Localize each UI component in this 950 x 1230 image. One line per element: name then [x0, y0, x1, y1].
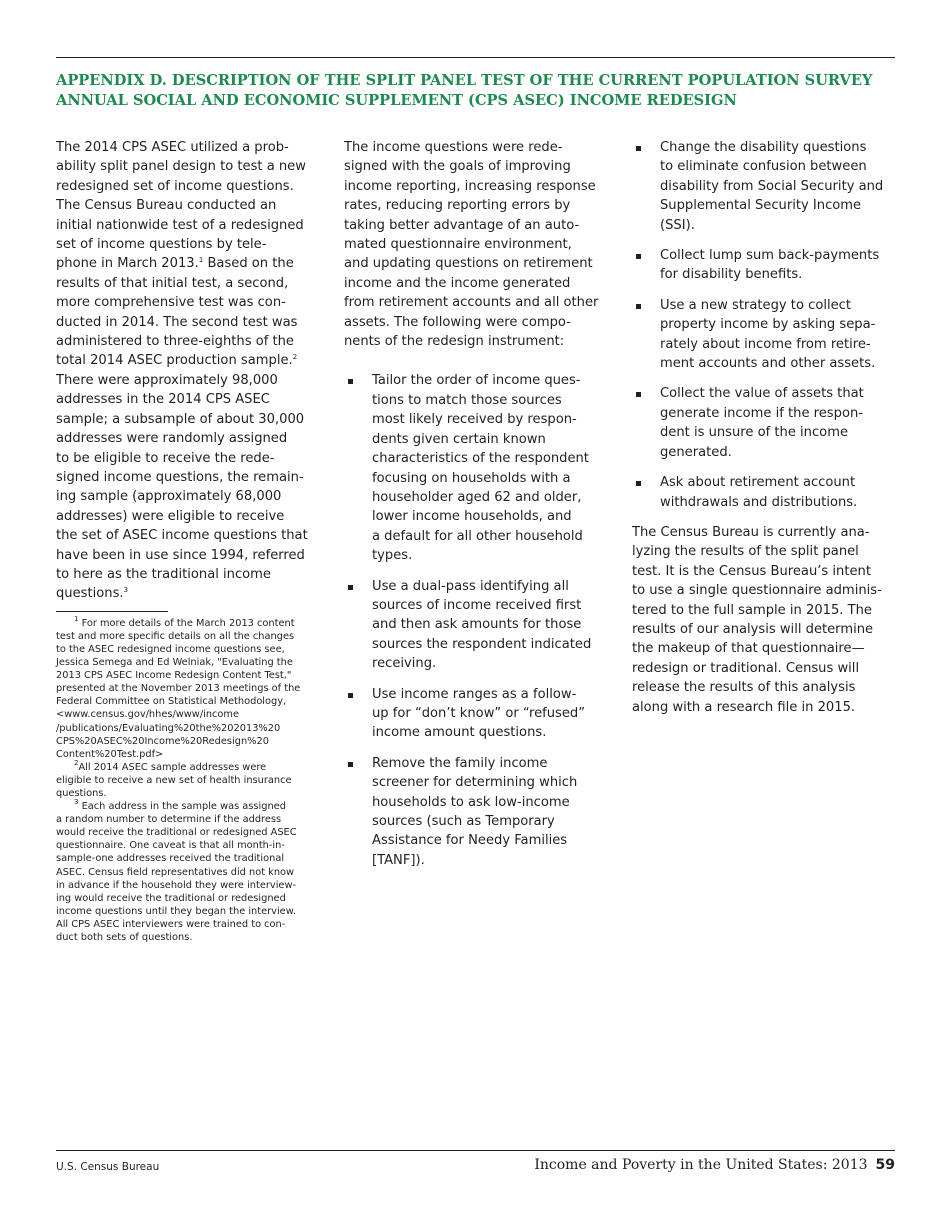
- text-line: screener for determining which: [372, 775, 578, 791]
- text-line: release the results of this analysis: [632, 680, 856, 696]
- text-line: disability from Social Security and: [660, 178, 884, 194]
- text-line: receiving.: [372, 656, 437, 672]
- text-line: dents given certain known: [372, 431, 546, 447]
- text-line: households to ask low-income: [372, 794, 570, 810]
- text-line: [56, 584, 318, 603]
- text-segment: All 2014 ASEC sample addresses were: [78, 761, 267, 773]
- text-line: addresses) were eligible to receive: [56, 508, 285, 524]
- text-line: rately about income from retire-: [660, 336, 871, 352]
- text-line: to eliminate confusion between: [660, 159, 867, 175]
- footnote-line: duct both sets of questions.: [56, 932, 193, 943]
- footnote-line: would receive the traditional or redesigned ASEC: [56, 827, 297, 839]
- intro-paragraph: [56, 138, 318, 604]
- text-line: Change the disability questions: [660, 140, 867, 155]
- text-line: The Census Bureau is currently ana-: [632, 524, 870, 540]
- text-line: mated questionnaire environment,: [344, 237, 572, 253]
- list-item: [344, 685, 608, 743]
- column-3: [632, 138, 896, 717]
- text-line: Use income ranges as a follow-: [372, 686, 577, 702]
- text-line: addresses in the 2014 CPS ASEC: [56, 392, 270, 408]
- text-line: most likely received by respon-: [372, 412, 577, 428]
- text-line: nents of the redesign instrument:: [344, 334, 565, 350]
- footnote-url-line[interactable]: Content%20Test.pdf>: [56, 748, 164, 760]
- list-item: [344, 371, 608, 565]
- text-line: set of income questions by tele-: [56, 237, 267, 253]
- text-line: [TANF]).: [372, 852, 425, 868]
- text-line: The Census Bureau conducted an: [56, 198, 277, 214]
- closing-paragraph: [632, 523, 896, 717]
- text-segment: For more details of the March 2013 content: [81, 617, 295, 629]
- text-segment: questions.: [56, 586, 124, 602]
- text-segment: total 2014 ASEC production sample.: [56, 353, 293, 369]
- footnote-1: [56, 614, 318, 761]
- text-line: ability split panel design to test a new: [56, 159, 306, 175]
- footnote-line: a random number to determine if the address: [56, 814, 282, 826]
- text-line: have been in use since 1994, referred: [56, 547, 305, 563]
- appendix-heading: [56, 71, 895, 111]
- text-line: along with a research file in 2015.: [632, 699, 856, 715]
- text-line: the makeup of that questionnaire—: [632, 641, 865, 657]
- text-line: redesign or traditional. Census will: [632, 660, 860, 676]
- text-line: The 2014 CPS ASEC utilized a prob-: [56, 140, 289, 155]
- text-line: householder aged 62 and older,: [372, 489, 582, 505]
- text-line: income amount questions.: [372, 725, 547, 741]
- text-line: and updating questions on retirement: [344, 256, 593, 272]
- text-line: tered to the full sample in 2015. The: [632, 602, 872, 618]
- footnote-url-line[interactable]: <www.census.gov/hhes/www/income: [56, 709, 239, 721]
- redesign-components-list: [344, 371, 608, 870]
- footnote-line: [56, 758, 318, 774]
- text-line: ducted in 2014. The second test was: [56, 314, 298, 330]
- text-line: administered to three-eighths of the: [56, 334, 294, 350]
- text-line: Collect the value of assets that: [660, 386, 864, 402]
- footnote-line: test and more specific details on all the changes: [56, 630, 295, 642]
- square-bullet-icon: [636, 254, 641, 259]
- text-line: assets. The following were compo-: [344, 314, 571, 330]
- text-line: property income by asking sepa-: [660, 317, 876, 333]
- text-line: Remove the family income: [372, 755, 548, 771]
- page-number: 59: [875, 1157, 895, 1173]
- square-bullet-icon: [348, 585, 353, 590]
- square-bullet-icon: [636, 304, 641, 309]
- footnote-line: [56, 614, 318, 630]
- footnote-line: Jessica Semega and Ed Welniak, "Evaluating the: [56, 657, 293, 669]
- text-line: focusing on households with a: [372, 470, 571, 486]
- footnote-3: [56, 800, 318, 944]
- square-bullet-icon: [636, 146, 641, 151]
- text-line: Assistance for Needy Families: [372, 833, 568, 849]
- text-line: lower income households, and: [372, 509, 572, 525]
- text-line: tions to match those sources: [372, 392, 562, 408]
- footnote-line: to the ASEC redesigned income questions see,: [56, 643, 285, 655]
- footnote-rule: [56, 611, 168, 612]
- square-bullet-icon: [348, 693, 353, 698]
- footnote-ref-1[interactable]: 1: [198, 256, 204, 265]
- top-rule: [56, 57, 895, 58]
- footnote-line: questions.: [56, 787, 107, 799]
- list-item: [344, 754, 608, 870]
- text-line: to use a single questionnaire adminis-: [632, 583, 882, 599]
- footnote-line: in advance if the household they were interview-: [56, 879, 296, 891]
- text-line: signed income questions, the remain-: [56, 469, 304, 485]
- text-segment: phone in March 2013.: [56, 256, 199, 272]
- text-line: generate income if the respon-: [660, 405, 863, 421]
- text-line: characteristics of the respondent: [372, 451, 589, 467]
- text-line: the set of ASEC income questions that: [56, 528, 308, 544]
- footnote-line: All CPS ASEC interviewers were trained to con-: [56, 918, 286, 930]
- text-line: ment accounts and other assets.: [660, 356, 876, 372]
- footer-publisher: U.S. Census Bureau: [56, 1161, 160, 1173]
- footer-title-block: [534, 1157, 895, 1173]
- text-line: redesigned set of income questions.: [56, 178, 294, 194]
- text-line: signed with the goals of improving: [344, 159, 571, 175]
- text-line: up for “don’t know” or “refused”: [372, 705, 586, 721]
- text-line: from retirement accounts and all other: [344, 295, 599, 311]
- list-item: [632, 384, 896, 462]
- text-line: types.: [372, 548, 413, 564]
- redesign-components-list-continued: [632, 138, 896, 512]
- text-line: results of that initial test, a second,: [56, 275, 289, 291]
- list-item: [632, 246, 896, 285]
- text-line: income and the income generated: [344, 275, 571, 291]
- heading-line: APPENDIX D. DESCRIPTION OF THE SPLIT PANEL TEST OF THE CURRENT POPULATION SURVEY: [56, 72, 873, 89]
- square-bullet-icon: [636, 481, 641, 486]
- text-line: results of our analysis will determine: [632, 621, 874, 637]
- footnote-line: ing would receive the traditional or redesigned: [56, 892, 286, 904]
- footnote-2: [56, 758, 318, 800]
- text-line: sources of income received first: [372, 597, 582, 613]
- text-line: addresses were randomly assigned: [56, 431, 288, 447]
- footnote-line: sample-one addresses received the traditional: [56, 853, 285, 865]
- footnote-url-line[interactable]: CPS%20ASEC%20Income%20Redesign%20: [56, 735, 269, 747]
- footnote-line: eligible to receive a new set of health insurance: [56, 774, 292, 786]
- footnote-marker: 2: [74, 758, 79, 767]
- column-1: [56, 138, 318, 944]
- text-line: Supplemental Security Income: [660, 198, 862, 214]
- footnote-url-line[interactable]: /publications/Evaluating%20the%202013%20: [56, 722, 281, 734]
- text-line: (SSI).: [660, 217, 695, 233]
- list-item: [632, 138, 896, 235]
- text-line: sources the respondent indicated: [372, 636, 592, 652]
- text-line: sample; a subsample of about 30,000: [56, 411, 305, 427]
- footnote-line: Federal Committee on Statistical Methodology,: [56, 696, 287, 708]
- footnote-line: income questions until they began the interview.: [56, 905, 296, 917]
- text-line: generated.: [660, 444, 732, 460]
- text-line: The income questions were rede-: [344, 140, 563, 155]
- footnote-line: presented at the November 2013 meetings of the: [56, 683, 301, 695]
- text-line: ing sample (approximately 68,000: [56, 489, 282, 505]
- footnote-line: ASEC. Census field representatives did not know: [56, 866, 295, 878]
- footnote-line: [56, 800, 318, 813]
- text-line: test. It is the Census Bureau’s intent: [632, 563, 871, 579]
- text-line: taking better advantage of an auto-: [344, 217, 580, 233]
- square-bullet-icon: [348, 379, 353, 384]
- redesign-intro-paragraph: [344, 138, 608, 351]
- text-line: [56, 254, 318, 273]
- footnote-line: 2013 CPS ASEC Income Redesign Content Test,": [56, 670, 292, 682]
- text-line: Ask about retirement account: [660, 475, 856, 491]
- text-line: Use a dual-pass identifying all: [372, 578, 569, 594]
- footnote-ref-3[interactable]: 3: [123, 586, 129, 595]
- footnote-line: questionnaire. One caveat is that all month-in-: [56, 840, 285, 852]
- text-line: sources (such as Temporary: [372, 814, 555, 829]
- text-segment: Based on the: [203, 256, 294, 272]
- text-line: more comprehensive test was con-: [56, 295, 286, 311]
- text-line: There were approximately 98,000: [56, 372, 278, 388]
- text-line: withdrawals and distributions.: [660, 494, 858, 510]
- footer-rule: [56, 1150, 895, 1151]
- text-line: rates, reducing reporting errors by: [344, 198, 571, 214]
- text-line: to here as the traditional income: [56, 566, 271, 582]
- text-line: [56, 351, 318, 370]
- text-line: and then ask amounts for those: [372, 617, 582, 633]
- list-item: [344, 577, 608, 674]
- text-segment: Each address in the sample was assigned: [81, 801, 286, 813]
- footer-report-title: Income and Poverty in the United States: 2013: [534, 1157, 868, 1173]
- list-item: [632, 296, 896, 374]
- square-bullet-icon: [348, 762, 353, 767]
- footnote-marker: 1: [74, 614, 79, 623]
- footnote-ref-2[interactable]: 2: [292, 353, 298, 362]
- text-line: Collect lump sum back-payments: [660, 248, 880, 264]
- square-bullet-icon: [636, 392, 641, 397]
- text-line: dent is unsure of the income: [660, 425, 849, 441]
- text-line: lyzing the results of the split panel: [632, 544, 859, 560]
- text-line: Tailor the order of income ques-: [372, 373, 581, 389]
- text-line: to be eligible to receive the rede-: [56, 450, 275, 466]
- list-item: [632, 473, 896, 512]
- text-line: income reporting, increasing response: [344, 178, 596, 194]
- text-line: initial nationwide test of a redesigned: [56, 217, 304, 233]
- text-line: for disability benefits.: [660, 267, 803, 283]
- text-line: Use a new strategy to collect: [660, 297, 851, 313]
- heading-line: ANNUAL SOCIAL AND ECONOMIC SUPPLEMENT (CPS ASEC) INCOME REDESIGN: [56, 92, 737, 109]
- footnote-marker: 3: [74, 798, 79, 807]
- column-2: [344, 138, 608, 870]
- text-line: a default for all other household: [372, 528, 583, 544]
